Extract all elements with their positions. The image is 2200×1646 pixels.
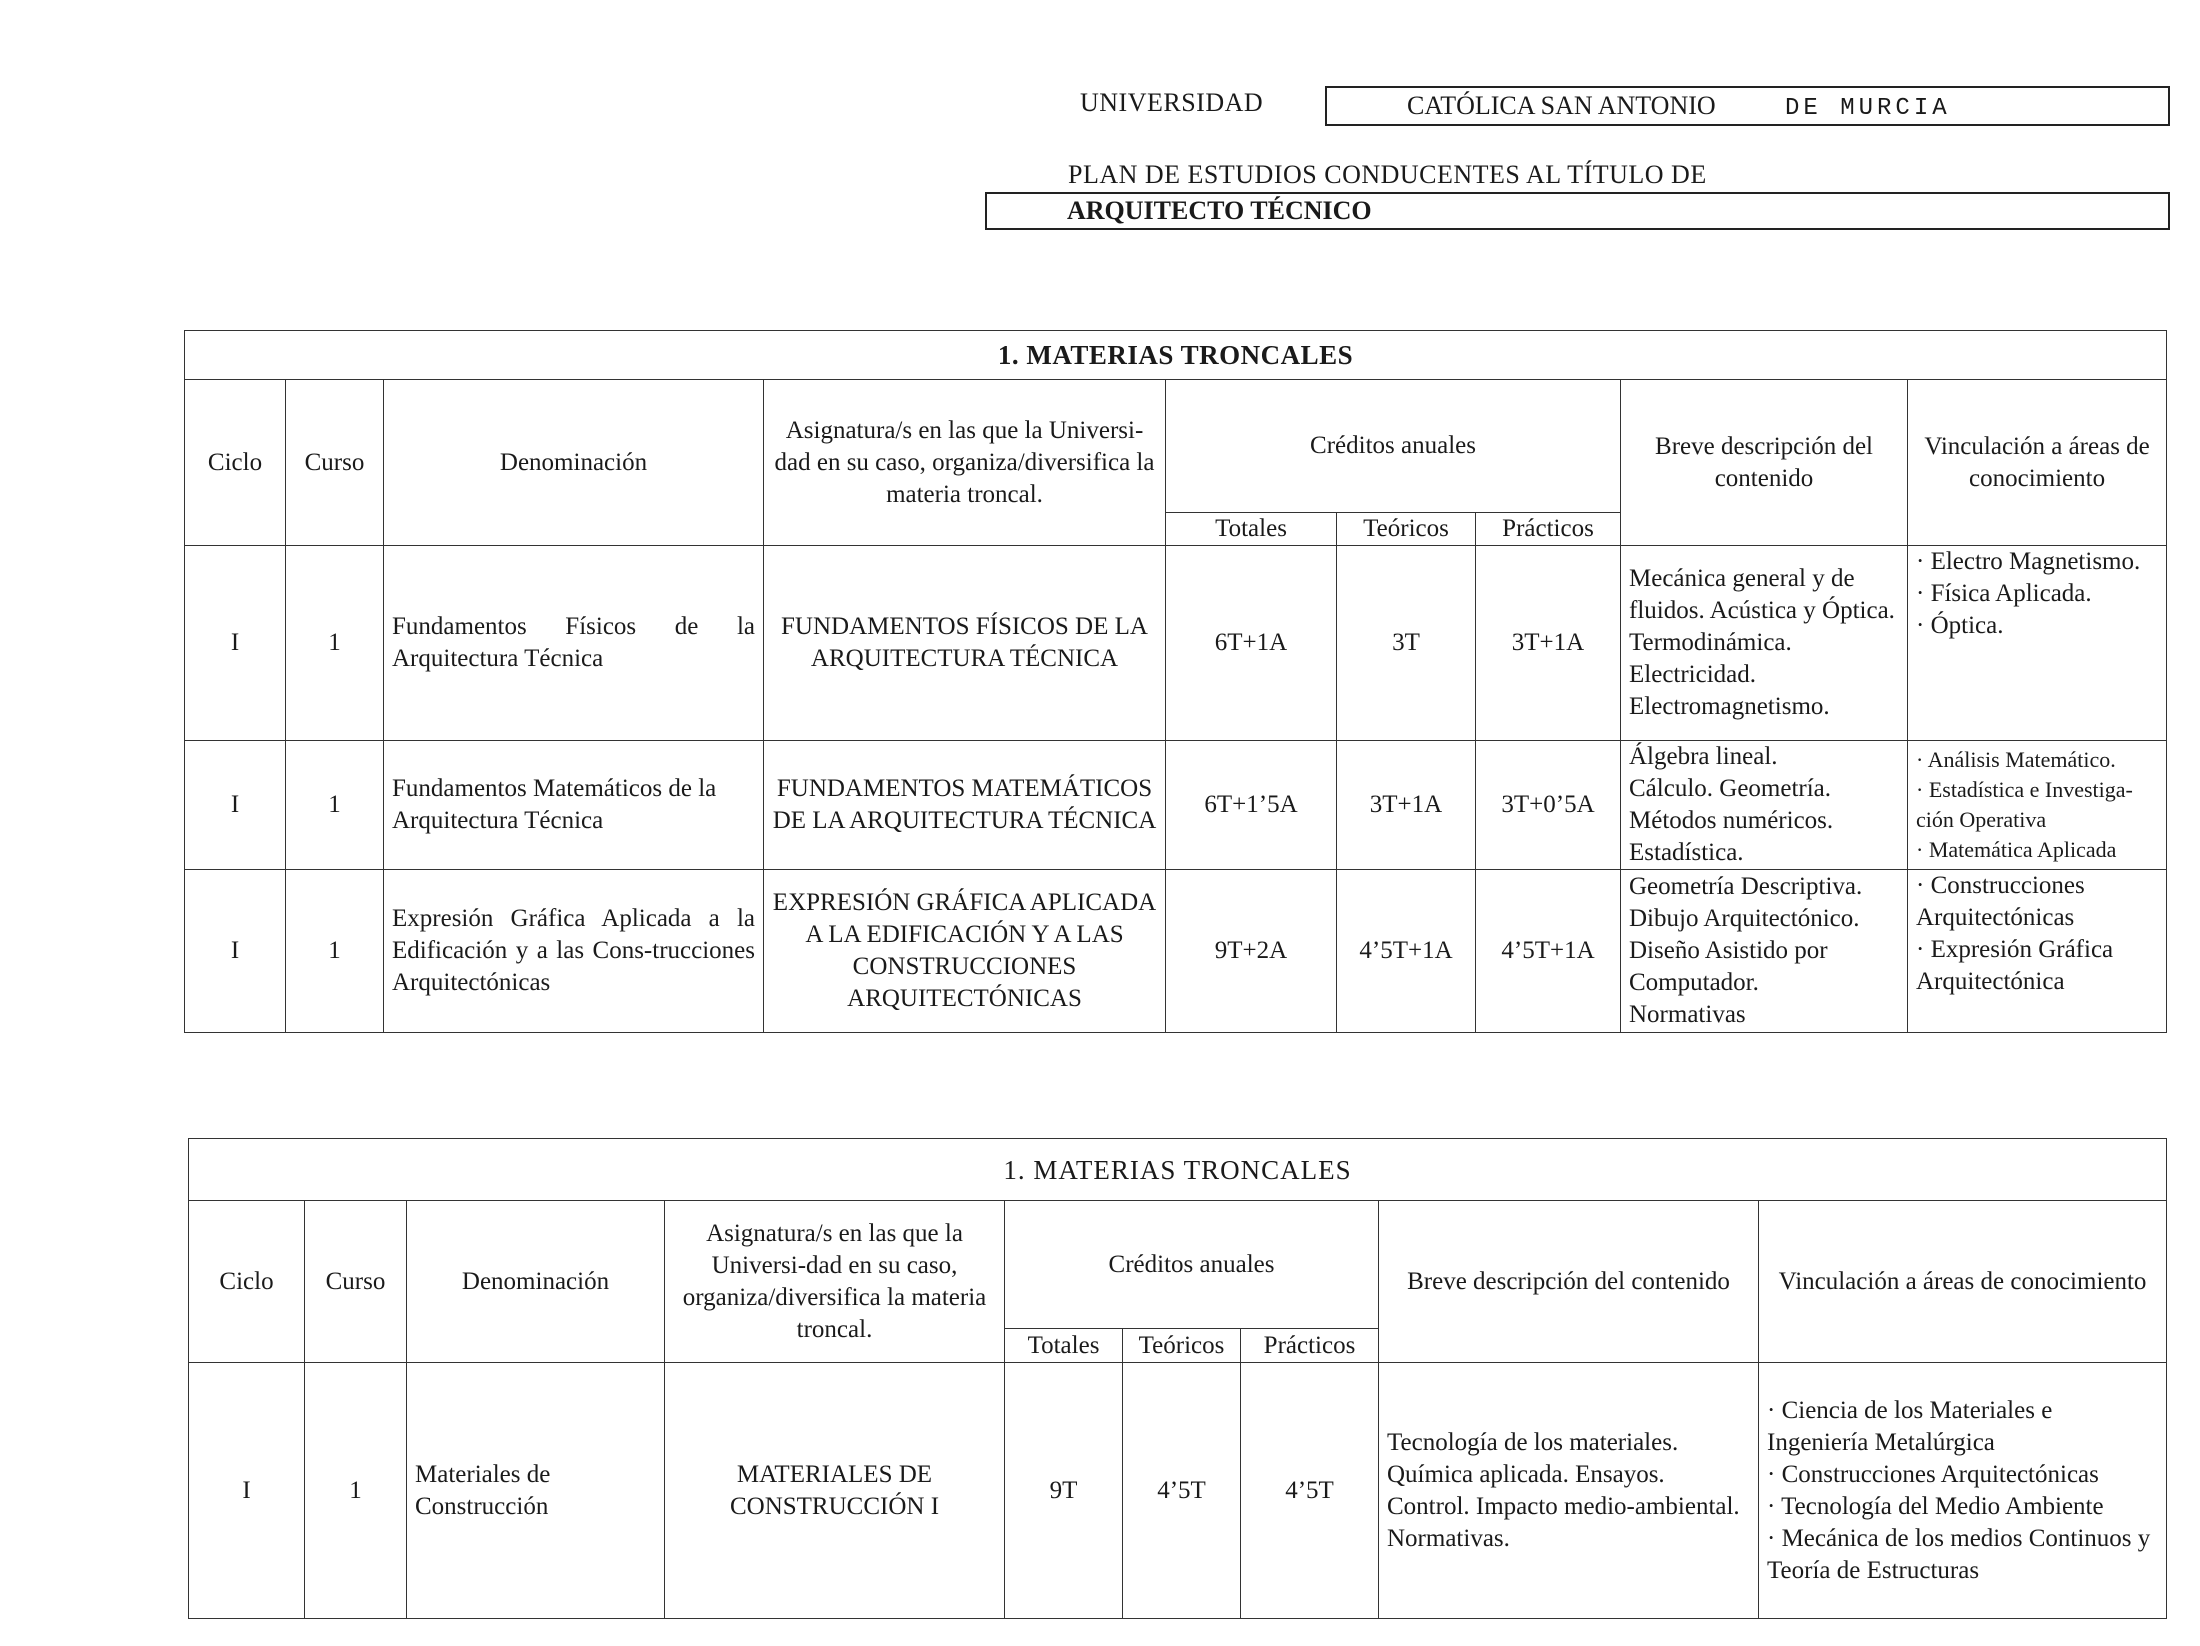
header-ciclo: Ciclo xyxy=(189,1201,305,1363)
universidad-suffix: DE MURCIA xyxy=(1785,95,1951,122)
cell-curso: 1 xyxy=(286,546,384,741)
materias-troncales-table-1 xyxy=(184,330,2167,1033)
cell-denominacion: Materiales de Construcción xyxy=(407,1363,665,1619)
table-row xyxy=(185,546,2167,741)
table-row xyxy=(185,870,2167,1033)
cell-asignatura: EXPRESIÓN GRÁFICA APLICADA A LA EDIFICACIÓN Y A LAS CONSTRUCCIONES ARQUITECTÓNICAS xyxy=(764,870,1166,1033)
descripcion-line: Normativas xyxy=(1629,1001,1746,1028)
vinculacion-line: · Física Aplicada. xyxy=(1916,580,2092,607)
header-denominacion: Denominación xyxy=(407,1201,665,1363)
universidad-name: CATÓLICA SAN ANTONIO xyxy=(1407,91,1716,120)
cell-practicos: 4’5T xyxy=(1241,1363,1379,1619)
cell-teoricos: 4’5T xyxy=(1123,1363,1241,1619)
cell-practicos: 4’5T+1A xyxy=(1476,870,1621,1033)
cell-vinculacion xyxy=(1908,870,2167,1033)
cell-totales: 6T+1A xyxy=(1166,546,1337,741)
vinculacion-line: · Electro Magnetismo. xyxy=(1916,548,2141,575)
cell-asignatura: FUNDAMENTOS FÍSICOS DE LA ARQUITECTURA TÉCNICA xyxy=(764,546,1166,741)
header-descripcion: Breve descripción del contenido xyxy=(1379,1201,1759,1363)
descripcion-line: Estadística. xyxy=(1629,839,1744,866)
vinculacion-line: · Construcciones Arquitectónicas xyxy=(1767,1460,2099,1488)
descripcion-line: Electromagnetismo. xyxy=(1629,693,1830,720)
cell-vinculacion xyxy=(1908,546,2167,741)
vinculacion-line: · Ciencia de los Materiales e Ingeniería Metalúrgica xyxy=(1767,1396,2053,1456)
cell-vinculacion xyxy=(1759,1363,2167,1619)
header-totales: Totales xyxy=(1005,1329,1123,1363)
header-teoricos: Teóricos xyxy=(1337,513,1476,546)
cell-descripcion xyxy=(1621,741,1908,870)
materias-troncales-table-2 xyxy=(188,1138,2167,1619)
header-practicos: Prácticos xyxy=(1476,513,1621,546)
cell-denominacion: Expresión Gráfica Aplicada a la Edificación y a las Cons-trucciones Arquitectónicas xyxy=(384,870,764,1033)
cell-ciclo: I xyxy=(189,1363,305,1619)
cell-teoricos: 3T+1A xyxy=(1337,741,1476,870)
cell-teoricos: 3T xyxy=(1337,546,1476,741)
vinculacion-line: · Tecnología del Medio Ambiente xyxy=(1767,1492,2104,1520)
vinculacion-line: · Óptica. xyxy=(1916,612,2004,639)
header-practicos: Prácticos xyxy=(1241,1329,1379,1363)
descripcion-line: Álgebra lineal. xyxy=(1629,743,1778,770)
cell-curso: 1 xyxy=(286,870,384,1033)
cell-totales: 6T+1’5A xyxy=(1166,741,1337,870)
header-creditos: Créditos anuales xyxy=(1166,380,1621,513)
universidad-label: UNIVERSIDAD xyxy=(1080,88,1264,117)
descripcion-line: Electricidad. xyxy=(1629,661,1757,688)
header-curso: Curso xyxy=(286,380,384,546)
vinculacion-line: · Matemática Aplicada xyxy=(1916,837,2117,862)
header-asignatura: Asignatura/s en las que la Universi-dad en su caso, organiza/diversifica la materia troncal. xyxy=(764,380,1166,546)
header-curso: Curso xyxy=(305,1201,407,1363)
cell-vinculacion xyxy=(1908,741,2167,870)
header-descripcion: Breve descripción del contenido xyxy=(1621,380,1908,546)
titulo: ARQUITECTO TÉCNICO xyxy=(1067,196,1372,225)
descripcion-line: Cálculo. Geometría. xyxy=(1629,775,1832,802)
vinculacion-line: · Estadística e Investiga-ción Operativa xyxy=(1916,777,2133,832)
cell-asignatura: MATERIALES DE CONSTRUCCIÓN I xyxy=(665,1363,1005,1619)
vinculacion-line: · Mecánica de los medios Continuos y Teoría de Estructuras xyxy=(1767,1524,2151,1584)
header-creditos: Créditos anuales xyxy=(1005,1201,1379,1329)
descripcion-line: Termodinámica. xyxy=(1629,629,1792,656)
cell-descripcion xyxy=(1621,546,1908,741)
header-totales: Totales xyxy=(1166,513,1337,546)
cell-ciclo: I xyxy=(185,546,286,741)
cell-denominacion: Fundamentos Matemáticos de la Arquitectura Técnica xyxy=(384,741,764,870)
header-teoricos: Teóricos xyxy=(1123,1329,1241,1363)
cell-descripcion: Tecnología de los materiales. Química aplicada. Ensayos. Control. Impacto medio-ambiental. Normativas. xyxy=(1379,1363,1759,1619)
table-row xyxy=(185,741,2167,870)
header-ciclo: Ciclo xyxy=(185,380,286,546)
header-vinculacion: Vinculación a áreas de conocimiento xyxy=(1759,1201,2167,1363)
plan-label: PLAN DE ESTUDIOS CONDUCENTES AL TÍTULO DE xyxy=(1068,160,1707,189)
descripcion-line: Geometría Descriptiva. xyxy=(1629,873,1863,900)
header-denominacion: Denominación xyxy=(384,380,764,546)
titulo-box xyxy=(985,192,2170,230)
cell-totales: 9T+2A xyxy=(1166,870,1337,1033)
cell-descripcion xyxy=(1621,870,1908,1033)
table-title: 1. MATERIAS TRONCALES xyxy=(189,1139,2167,1201)
cell-curso: 1 xyxy=(286,741,384,870)
cell-teoricos: 4’5T+1A xyxy=(1337,870,1476,1033)
header-asignatura: Asignatura/s en las que la Universi-dad en su caso, organiza/diversifica la materia troncal. xyxy=(665,1201,1005,1363)
cell-ciclo: I xyxy=(185,870,286,1033)
descripcion-line: Métodos numéricos. xyxy=(1629,807,1834,834)
descripcion-line: Dibujo Arquitectónico. xyxy=(1629,905,1860,932)
cell-denominacion: Fundamentos Físicos de la Arquitectura Técnica xyxy=(384,546,764,741)
vinculacion-line: · Construcciones Arquitectónicas xyxy=(1916,872,2085,931)
table-title: 1. MATERIAS TRONCALES xyxy=(185,331,2167,380)
cell-practicos: 3T+0’5A xyxy=(1476,741,1621,870)
cell-asignatura: FUNDAMENTOS MATEMÁTICOS DE LA ARQUITECTURA TÉCNICA xyxy=(764,741,1166,870)
cell-practicos: 3T+1A xyxy=(1476,546,1621,741)
table-row xyxy=(189,1363,2167,1619)
cell-curso: 1 xyxy=(305,1363,407,1619)
universidad-name-box xyxy=(1325,86,2170,126)
header-vinculacion: Vinculación a áreas de conocimiento xyxy=(1908,380,2167,546)
cell-totales: 9T xyxy=(1005,1363,1123,1619)
vinculacion-line: · Expresión Gráfica Arquitectónica xyxy=(1916,936,2114,995)
vinculacion-line: · Análisis Matemático. xyxy=(1916,747,2116,772)
cell-ciclo: I xyxy=(185,741,286,870)
descripcion-line: Mecánica general y de fluidos. Acústica y Óptica. xyxy=(1629,565,1895,624)
descripcion-line: Diseño Asistido por Computador. xyxy=(1629,937,1828,996)
